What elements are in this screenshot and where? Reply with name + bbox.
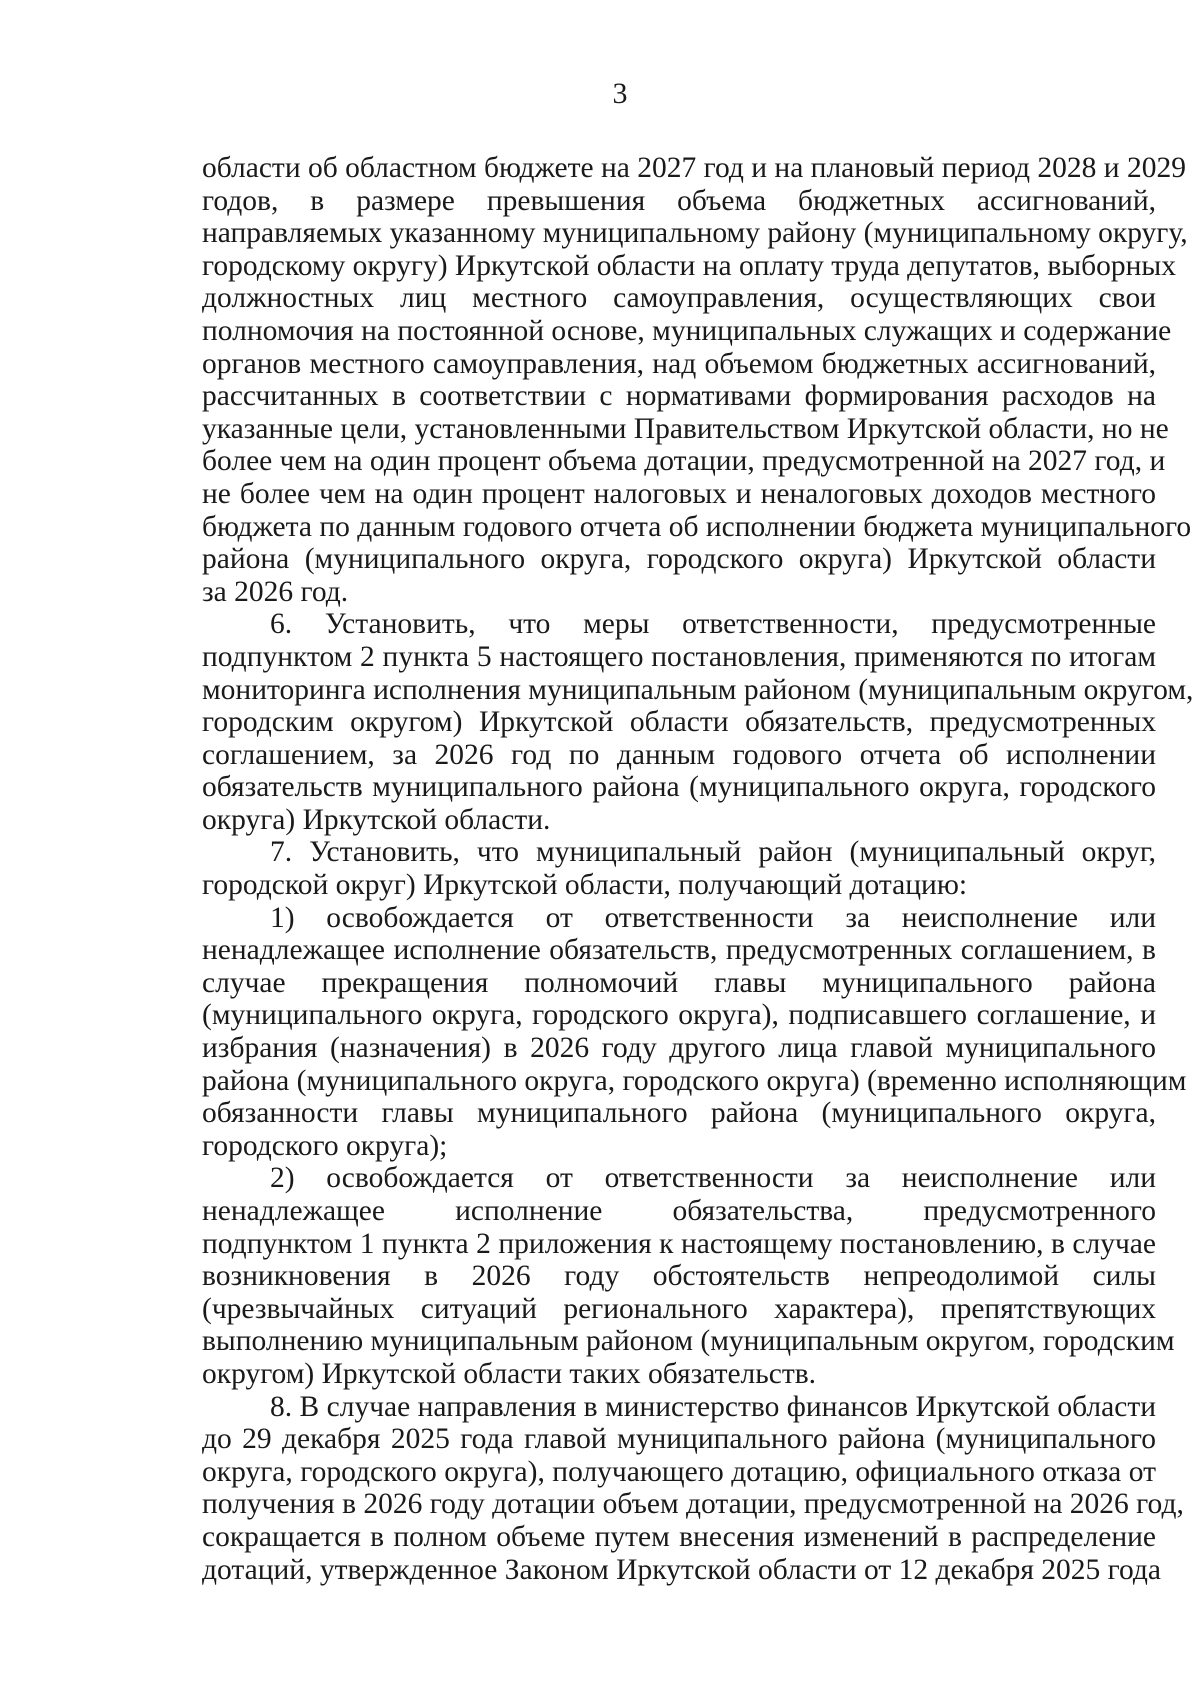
text-line: ненадлежащее исполнение обязательств, предусмотренных соглашением, в xyxy=(202,934,1156,967)
text-line: полномочия на постоянной основе, муниципальных служащих и содержание xyxy=(202,314,1172,347)
text-line: должностных лиц местного самоуправления, осуществляющих свои xyxy=(202,282,1156,315)
text-line: обязанности главы муниципального района (муниципального округа, xyxy=(202,1097,1156,1130)
text-line: бюджета по данным годового отчета об исполнении бюджета муниципального xyxy=(202,510,1192,543)
text-line: области об областном бюджете на 2027 год и на плановый период 2028 и 2029 xyxy=(202,152,1186,184)
text-line: более чем на один процент объема дотации, предусмотренной на 2027 год, и xyxy=(202,445,1166,478)
text-line: городскому округу) Иркутской области на оплату труда депутатов, выборных xyxy=(202,249,1176,282)
text-line: подпунктом 2 пункта 5 настоящего постановления, применяются по итогам xyxy=(202,640,1156,673)
subparagraph-1-first-line: 1) освобождается от ответственности за неисполнение или xyxy=(270,901,1156,934)
document-body xyxy=(202,152,1194,1586)
text-line: направляемых указанному муниципальному району (муниципальному округу, xyxy=(202,217,1188,250)
text-line: округом) Иркутской области таких обязательств. xyxy=(202,1357,817,1390)
text-line: не более чем на один процент налоговых и неналоговых доходов местного xyxy=(202,477,1156,510)
text-line: получения в 2026 году дотации объем дотации, предусмотренной на 2026 год, xyxy=(202,1488,1184,1521)
text-line: мониторинга исполнения муниципальным районом (муниципальным округом, xyxy=(202,673,1194,706)
text-line: сокращается в полном объеме путем внесения изменений в распределение xyxy=(202,1520,1156,1553)
text-line: за 2026 год. xyxy=(202,575,349,608)
text-line: городской округ) Иркутской области, получающий дотацию: xyxy=(202,869,968,902)
text-line: городского округа); xyxy=(202,1129,448,1162)
subparagraph-2-first-line: 2) освобождается от ответственности за неисполнение или xyxy=(270,1162,1156,1195)
text-line: выполнению муниципальным районом (муниципальным округом, городским xyxy=(202,1325,1175,1358)
text-line: соглашением, за 2026 год по данным годового отчета об исполнении xyxy=(202,738,1156,771)
text-line: подпунктом 1 пункта 2 приложения к настоящему постановлению, в случае xyxy=(202,1227,1156,1260)
text-line: (чрезвычайных ситуаций регионального характера), препятствующих xyxy=(202,1292,1156,1325)
text-line: дотаций, утвержденное Законом Иркутской области от 12 декабря 2025 года xyxy=(202,1553,1162,1586)
text-line: избрания (назначения) в 2026 году другого лица главой муниципального xyxy=(202,1032,1156,1065)
paragraph-7-first-line: 7. Установить, что муниципальный район (муниципальный округ, xyxy=(270,836,1156,869)
text-line: округа) Иркутской области. xyxy=(202,803,551,836)
paragraph-6-first-line: 6. Установить, что меры ответственности, предусмотренные xyxy=(270,608,1156,641)
page-number: 3 xyxy=(612,77,628,110)
text-line: органов местного самоуправления, над объемом бюджетных ассигнований, xyxy=(202,347,1156,380)
text-line: возникновения в 2026 году обстоятельств непреодолимой силы xyxy=(202,1260,1156,1293)
paragraph-8-first-line: 8. В случае направления в министерство финансов Иркутской области xyxy=(270,1390,1156,1423)
text-line: до 29 декабря 2025 года главой муниципального района (муниципального xyxy=(202,1423,1156,1456)
text-line: ненадлежащее исполнение обязательства, предусмотренного xyxy=(202,1195,1156,1227)
text-line: района (муниципального округа, городского округа) Иркутской области xyxy=(202,543,1156,576)
text-line: обязательств муниципального района (муниципального округа, городского xyxy=(202,771,1156,804)
text-line: рассчитанных в соответствии с нормативами формирования расходов на xyxy=(202,380,1156,413)
text-line: случае прекращения полномочий главы муниципального района xyxy=(202,966,1156,999)
text-line: округа, городского округа), получающего дотацию, официального отказа от xyxy=(202,1455,1156,1488)
text-line: указанные цели, установленными Правительством Иркутской области, но не xyxy=(202,412,1169,445)
text-line: городским округом) Иркутской области обязательств, предусмотренных xyxy=(202,706,1156,739)
text-line: (муниципального округа, городского округа), подписавшего соглашение, и xyxy=(202,999,1156,1032)
text-line: годов, в размере превышения объема бюджетных ассигнований, xyxy=(202,184,1156,217)
text-line: района (муниципального округа, городского округа) (временно исполняющим xyxy=(202,1064,1187,1097)
